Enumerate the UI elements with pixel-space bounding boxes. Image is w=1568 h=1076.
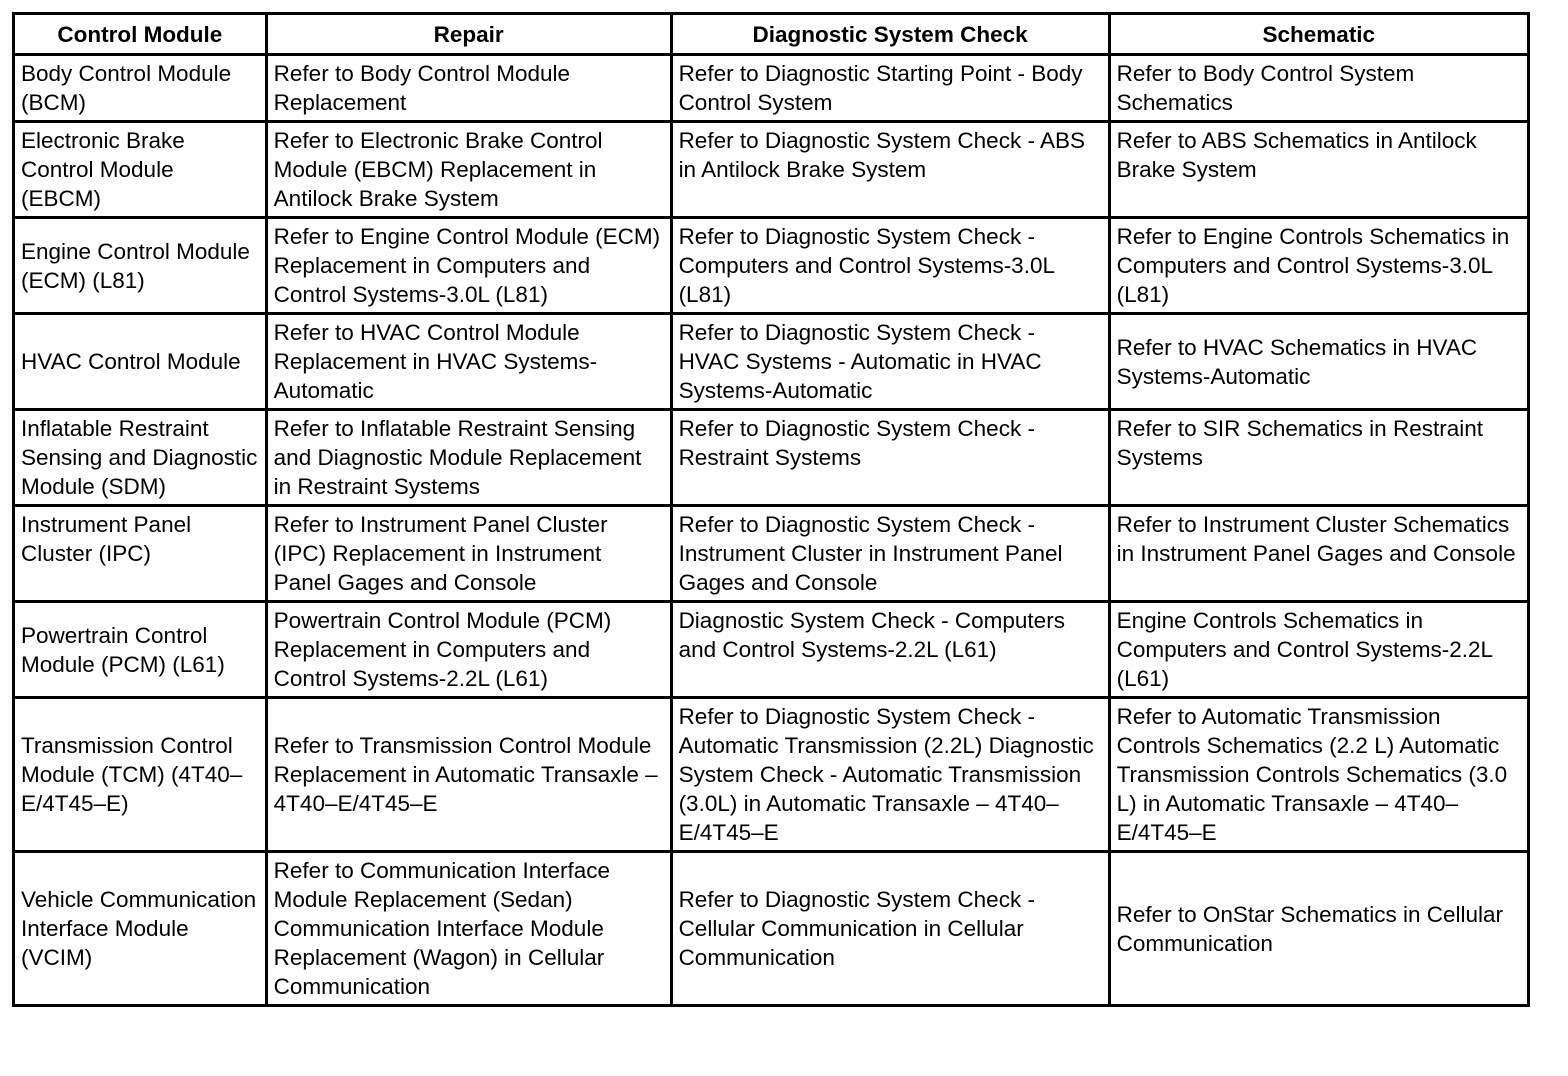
cell-schematic: Refer to SIR Schematics in Restraint Systems	[1109, 410, 1528, 506]
cell-repair: Refer to Body Control Module Replacement	[266, 55, 671, 122]
table-row	[14, 698, 1529, 852]
cell-diagnostic: Refer to Diagnostic System Check - Automatic Transmission (2.2L) Diagnostic System Check - Automatic Transmission (3.0L) in Automatic Transaxle – 4T40–E/4T45–E	[671, 698, 1109, 852]
cell-diagnostic: Refer to Diagnostic System Check - HVAC Systems - Automatic in HVAC Systems-Automatic	[671, 314, 1109, 410]
table-row	[14, 218, 1529, 314]
cell-module: Vehicle Communication Interface Module (VCIM)	[14, 852, 267, 1006]
cell-diagnostic: Refer to Diagnostic System Check - ABS in Antilock Brake System	[671, 122, 1109, 218]
header-diagnostic-system-check: Diagnostic System Check	[671, 14, 1109, 55]
cell-schematic: Refer to HVAC Schematics in HVAC Systems-Automatic	[1109, 314, 1528, 410]
cell-module: Engine Control Module (ECM) (L81)	[14, 218, 267, 314]
table-row	[14, 602, 1529, 698]
cell-schematic: Engine Controls Schematics in Computers and Control Systems-2.2L (L61)	[1109, 602, 1528, 698]
cell-diagnostic: Refer to Diagnostic Starting Point - Body Control System	[671, 55, 1109, 122]
cell-repair: Powertrain Control Module (PCM) Replacement in Computers and Control Systems-2.2L (L61)	[266, 602, 671, 698]
table-row	[14, 122, 1529, 218]
header-control-module: Control Module	[14, 14, 267, 55]
cell-diagnostic: Refer to Diagnostic System Check - Restraint Systems	[671, 410, 1109, 506]
table-row	[14, 506, 1529, 602]
table-row	[14, 314, 1529, 410]
header-schematic: Schematic	[1109, 14, 1528, 55]
table-row	[14, 852, 1529, 1006]
cell-schematic: Refer to Automatic Transmission Controls Schematics (2.2 L) Automatic Transmission Controls Schematics (3.0 L) in Automatic Transaxle – 4T40–E/4T45–E	[1109, 698, 1528, 852]
cell-module: Electronic Brake Control Module (EBCM)	[14, 122, 267, 218]
cell-module: Transmission Control Module (TCM) (4T40–E/4T45–E)	[14, 698, 267, 852]
cell-schematic: Refer to Engine Controls Schematics in Computers and Control Systems-3.0L (L81)	[1109, 218, 1528, 314]
cell-diagnostic: Refer to Diagnostic System Check - Computers and Control Systems-3.0L (L81)	[671, 218, 1109, 314]
cell-schematic: Refer to Body Control System Schematics	[1109, 55, 1528, 122]
header-repair: Repair	[266, 14, 671, 55]
document-page	[12, 12, 1530, 1007]
cell-repair: Refer to Transmission Control Module Replacement in Automatic Transaxle – 4T40–E/4T45–E	[266, 698, 671, 852]
cell-repair: Refer to Communication Interface Module Replacement (Sedan) Communication Interface Module Replacement (Wagon) in Cellular Communication	[266, 852, 671, 1006]
cell-diagnostic: Refer to Diagnostic System Check - Instrument Cluster in Instrument Panel Gages and Console	[671, 506, 1109, 602]
cell-module: Powertrain Control Module (PCM) (L61)	[14, 602, 267, 698]
header-row	[14, 14, 1529, 55]
table-row	[14, 55, 1529, 122]
cell-schematic: Refer to Instrument Cluster Schematics in Instrument Panel Gages and Console	[1109, 506, 1528, 602]
cell-repair: Refer to Inflatable Restraint Sensing and Diagnostic Module Replacement in Restraint Systems	[266, 410, 671, 506]
table-row	[14, 410, 1529, 506]
cell-repair: Refer to Electronic Brake Control Module (EBCM) Replacement in Antilock Brake System	[266, 122, 671, 218]
cell-module: Body Control Module (BCM)	[14, 55, 267, 122]
cell-schematic: Refer to OnStar Schematics in Cellular Communication	[1109, 852, 1528, 1006]
cell-repair: Refer to Engine Control Module (ECM) Replacement in Computers and Control Systems-3.0L (L81)	[266, 218, 671, 314]
cell-diagnostic: Refer to Diagnostic System Check - Cellular Communication in Cellular Communication	[671, 852, 1109, 1006]
cell-repair: Refer to HVAC Control Module Replacement in HVAC Systems-Automatic	[266, 314, 671, 410]
cell-repair: Refer to Instrument Panel Cluster (IPC) Replacement in Instrument Panel Gages and Console	[266, 506, 671, 602]
cell-diagnostic: Diagnostic System Check - Computers and Control Systems-2.2L (L61)	[671, 602, 1109, 698]
cell-module: Inflatable Restraint Sensing and Diagnostic Module (SDM)	[14, 410, 267, 506]
cell-module: Instrument Panel Cluster (IPC)	[14, 506, 267, 602]
cell-schematic: Refer to ABS Schematics in Antilock Brake System	[1109, 122, 1528, 218]
cell-module: HVAC Control Module	[14, 314, 267, 410]
control-module-table	[12, 12, 1530, 1007]
